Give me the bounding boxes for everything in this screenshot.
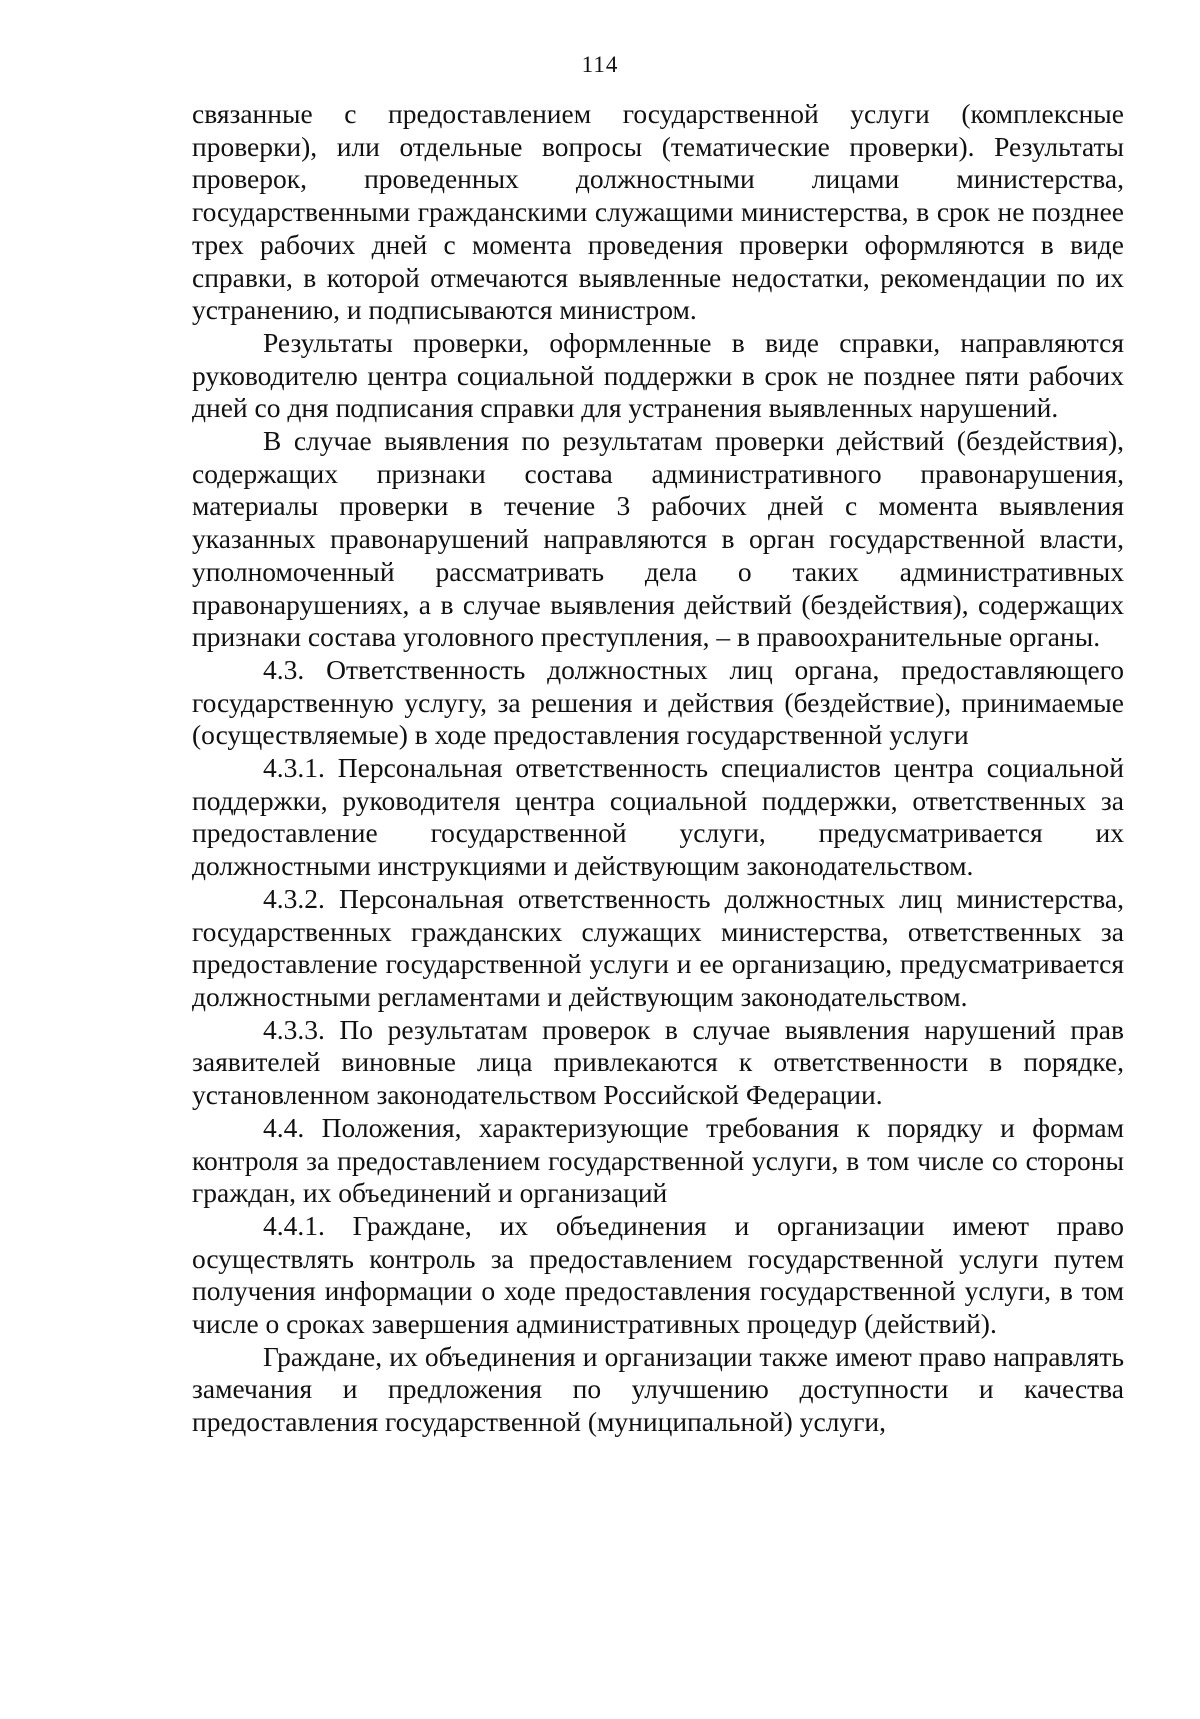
- document-body: [192, 98, 1124, 1439]
- paragraph-citizens-proposals: Граждане, их объединения и организации также имеют право направлять замечания и предложения по улучшению доступности и качества предоставления государственной (муниципальной) услуги,: [192, 1340, 1124, 1438]
- page-number: 114: [581, 52, 619, 77]
- section-heading-4-4: 4.4. Положения, характеризующие требования к порядку и формам контроля за предоставлением государственной услуги, в том числе со стороны граждан, их объединений и организаций: [192, 1111, 1124, 1209]
- paragraph-violations: В случае выявления по результатам проверки действий (бездействия), содержащих признаки состава административного правонарушения, материалы проверки в течение 3 рабочих дней с момента выявления указанных правонарушений направляются в орган государственной власти, уполномоченный рассматривать дела о таких административных правонарушениях, а в случае выявления действий (бездействия), содержащих признаки состава уголовного преступления, – в правоохранительные органы.: [192, 425, 1124, 653]
- paragraph-check-results: Результаты проверки, оформленные в виде справки, направляются руководителю центра социальной поддержки в срок не позднее пяти рабочих дней со дня подписания справки для устранения выявленных нарушений.: [192, 326, 1124, 424]
- paragraph-4-4-1: 4.4.1. Граждане, их объединения и организации имеют право осуществлять контроль за предоставлением государственной услуги путем получения информации о ходе предоставления государственной услуги, в том числе о сроках завершения административных процедур (действий).: [192, 1209, 1124, 1340]
- paragraph-4-3-3: 4.3.3. По результатам проверок в случае выявления нарушений прав заявителей виновные лица привлекаются к ответственности в порядке, установленном законодательством Российской Федерации.: [192, 1013, 1124, 1111]
- paragraph-continuation: связанные с предоставлением государственной услуги (комплексные проверки), или отдельные вопросы (тематические проверки). Результаты проверок, проведенных должностными лицами министерства, государственными гражданскими служащими министерства, в срок не позднее трех рабочих дней с момента проведения проверки оформляются в виде справки, в которой отмечаются выявленные недостатки, рекомендации по их устранению, и подписываются министром.: [192, 98, 1124, 326]
- section-heading-4-3: 4.3. Ответственность должностных лиц органа, предоставляющего государственную услугу, за решения и действия (бездействие), принимаемые (осуществляемые) в ходе предоставления государственной услуги: [192, 653, 1124, 751]
- paragraph-4-3-1: 4.3.1. Персональная ответственность специалистов центра социальной поддержки, руководителя центра социальной поддержки, ответственных за предоставление государственной услуги, предусматривается их должностными инструкциями и действующим законодательством.: [192, 752, 1124, 882]
- paragraph-4-3-2: 4.3.2. Персональная ответственность должностных лиц министерства, государственных гражданских служащих министерства, ответственных за предоставление государственной услуги и ее организацию, предусматривается должностными регламентами и действующим законодательством.: [192, 882, 1124, 1012]
